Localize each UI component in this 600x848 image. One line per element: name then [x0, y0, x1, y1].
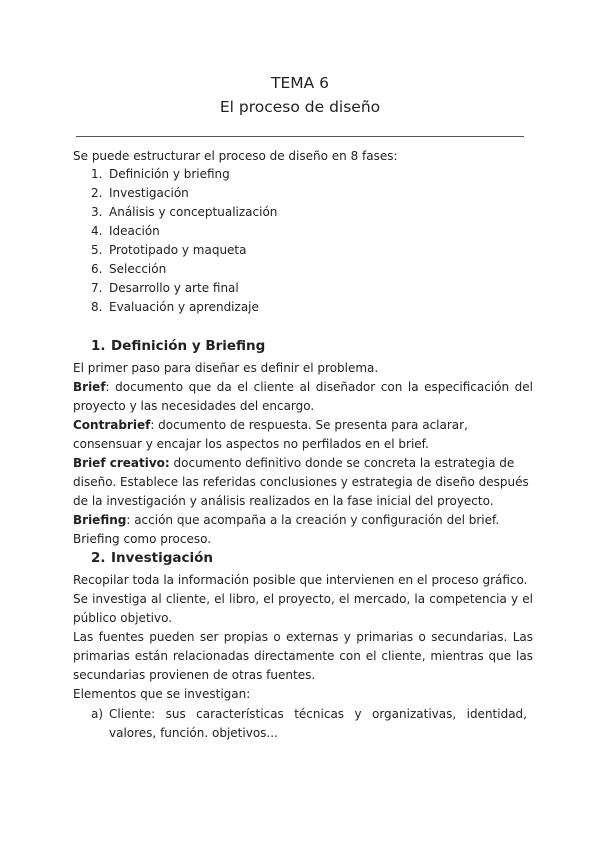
section-heading-definicion	[91, 338, 265, 354]
title-divider	[76, 136, 524, 137]
list-number: 6.	[91, 262, 103, 276]
definition-brief-creativo	[73, 454, 533, 511]
document-title: TEMA 6	[270, 74, 330, 92]
paragraph: Las fuentes pueden ser propias o externas y primarias o secundarias. Las primarias están relacionadas directamente con el cliente, mientras que las secundarias provienen de otras fuentes.	[73, 630, 533, 682]
section-body-investigacion	[73, 571, 533, 704]
list-item	[91, 279, 277, 298]
sublist-item	[91, 705, 527, 743]
paragraph: El primer paso para diseñar es definir el problema.	[73, 361, 379, 375]
sublist-text: Cliente: sus características técnicas y organizativas, identidad, valores, función. objetivos...	[109, 707, 527, 740]
sublist-marker: a)	[91, 707, 104, 721]
list-item	[91, 222, 277, 241]
list-item	[91, 298, 277, 317]
section-heading-investigacion	[91, 550, 213, 566]
list-item	[91, 203, 277, 222]
term-brief: Brief	[73, 380, 106, 394]
definition-text: : acción que acompaña a la creación y configuración del brief. Briefing como proceso.	[73, 513, 500, 546]
list-number: 3.	[91, 205, 103, 219]
section-title: Investigación	[111, 550, 213, 566]
term-brief-creativo: Brief creativo:	[73, 456, 170, 470]
definition-briefing	[73, 511, 533, 549]
list-number: 1.	[91, 167, 103, 181]
list-number: 7.	[91, 281, 103, 295]
list-item	[91, 241, 277, 260]
definition-text: : documento de respuesta. Se presenta para aclarar, consensuar y encajar los aspectos no perfilados en el brief.	[73, 418, 468, 451]
intro-text: Se puede estructurar el proceso de diseño en 8 fases:	[73, 149, 398, 163]
definition-text: : documento que da el cliente al diseñador con la especificación del proyecto y las necesidades del encargo.	[73, 380, 533, 413]
list-item	[91, 260, 277, 279]
list-item-label: Ideación	[109, 224, 160, 238]
list-item	[91, 184, 277, 203]
definition-contrabrief	[73, 416, 533, 454]
list-item-label: Investigación	[109, 186, 189, 200]
list-item-label: Selección	[109, 262, 167, 276]
paragraph: Elementos que se investigan:	[73, 687, 251, 701]
section-number: 2.	[91, 550, 106, 566]
term-briefing: Briefing	[73, 513, 127, 527]
phases-list	[91, 165, 277, 317]
paragraph: Recopilar toda la información posible que intervienen en el proceso gráfico.	[73, 573, 528, 587]
document-subtitle: El proceso de diseño	[219, 98, 381, 116]
list-item-label: Definición y briefing	[109, 167, 230, 181]
list-number: 2.	[91, 186, 103, 200]
list-item-label: Análisis y conceptualización	[109, 205, 278, 219]
list-item-label: Prototipado y maqueta	[109, 243, 247, 257]
section-number: 1.	[91, 338, 106, 354]
list-item-label: Evaluación y aprendizaje	[109, 300, 259, 314]
list-number: 5.	[91, 243, 103, 257]
list-number: 8.	[91, 300, 103, 314]
definition-brief	[73, 378, 533, 416]
section-title: Definición y Briefing	[111, 338, 266, 354]
list-item-label: Desarrollo y arte final	[109, 281, 239, 295]
list-number: 4.	[91, 224, 103, 238]
term-contrabrief: Contrabrief	[73, 418, 151, 432]
definition-text: documento definitivo donde se concreta la estrategia de diseño. Establece las referidas conclusiones y estrategia de diseño después de la investigación y análisis realizados en la fase inicial del proyecto.	[73, 456, 529, 508]
paragraph: Se investiga al cliente, el libro, el proyecto, el mercado, la competencia y el público objetivo.	[73, 592, 533, 625]
section-body-definicion	[73, 359, 533, 549]
list-item	[91, 165, 277, 184]
